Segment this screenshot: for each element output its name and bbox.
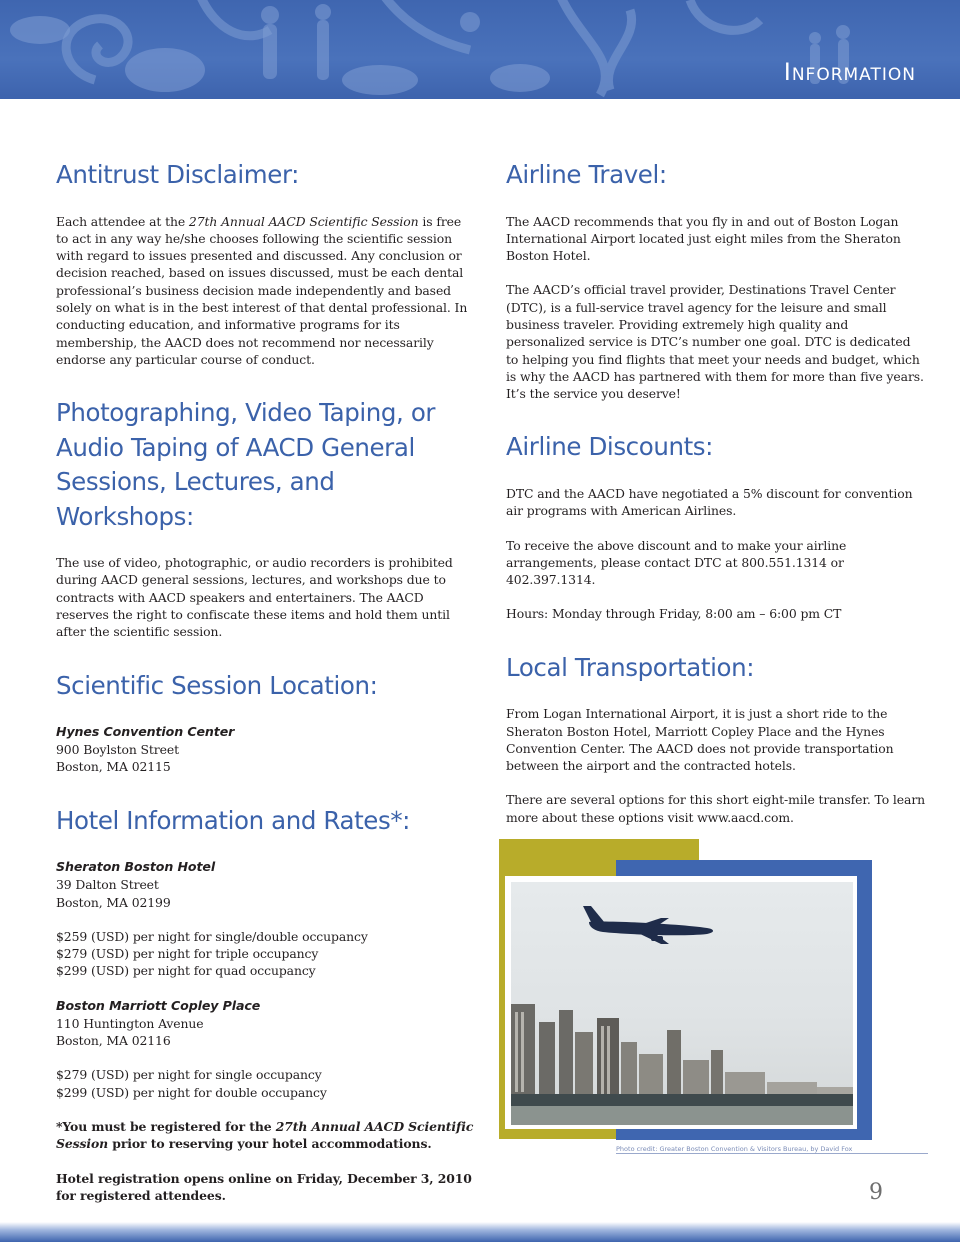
water [511,1106,853,1125]
photographing-heading: Photographing, Video Taping, or Audio Taping of AACD General Sessions, Lectures, and Workshops: [56,398,436,531]
airplane-icon [583,906,713,944]
antitrust-heading: Antitrust Disclaimer: [56,160,300,189]
airline-discounts-text-2: To receive the above discount and to make your airline arrangements, please contact DTC at 800.551.1314 or 402.397.1314. [506,537,847,588]
marriott-rates: $279 (USD) per night for single occupancy $299 (USD) per night for double occupancy [56,1067,327,1100]
page-number: 9 [869,1180,883,1205]
airline-discounts-heading: Airline Discounts: [506,432,714,462]
right-column [506,158,926,826]
waterfront [511,1094,853,1106]
photo-illustration [511,882,853,1125]
sheraton-address: Sheraton Boston Hotel 39 Dalton Street Boston, MA 02199 [56,859,216,910]
left-column [56,158,476,1204]
photo-credit: Photo credit: Greater Boston Convention & Visitors Bureau, by David Fox [616,1145,853,1153]
hotel-name: Sheraton Boston Hotel [56,859,216,875]
location-address: Hynes Convention Center 900 Boylston Street Boston, MA 02115 [56,724,235,775]
local-transport-heading: Local Transportation: [506,652,755,682]
sheraton-rates: $259 (USD) per night for single/double occupancy $279 (USD) per night for triple occupancy $299 (USD) per night for quad occupancy [56,928,368,979]
office-hours: Hours: Monday through Friday, 8:00 am – 6:00 pm CT [506,606,842,622]
airline-travel-text-2: The AACD’s official travel provider, Destinations Travel Center (DTC), is a full-service travel agency for the leisure and small business traveler. Providing extremely high quality and personalized service is DTC’s number one goal. DTC is dedicated to helping you find flights that meet your needs and budget, which is why the AACD has partnered with them for more than five years. It’s the service you deserve! [506,282,924,402]
credit-divider [616,1153,928,1154]
local-transport-text-1: From Logan International Airport, it is just a short ride to the Sheraton Boston Hotel, Marriott Copley Place and the Hynes Convention Center. The AACD does not provide transportation between the airport and the contracted hotels. [506,706,894,774]
airplane-skyline-photo [511,882,853,1125]
antitrust-text: Each attendee at the 27th Annual AACD Scientific Session is free to act in any way he/she chooses following the scientific session with regard to issues presented and discussed. Any conclusion or decision reached, based on issues discussed, must be each dental professional’s business decision made independently and based solely on what is in the best interest of that dental professional. In conducting education, and informative programs for its membership, the AACD does not recommend nor necessarily endorse any particular course of conduct. [56,213,468,367]
footer-bar [0,1222,960,1242]
section-title: Information [783,58,916,86]
registration-note: *You must be registered for the 27th Annual AACD Scientific Session prior to reserving your hotel accommodations. [56,1118,474,1152]
hotel-heading: Hotel Information and Rates*: [56,805,411,835]
registration-date: Hotel registration opens online on Friday, December 3, 2010 for registered attendees. [56,1170,472,1203]
hotel-name: Boston Marriott Copley Place [56,997,261,1013]
header-banner [0,0,960,99]
event-name: 27th Annual AACD Scientific Session [188,213,419,229]
venue-name: Hynes Convention Center [56,724,235,740]
airline-discounts-text-1: DTC and the AACD have negotiated a 5% discount for convention air programs with American Airlines. [506,485,913,519]
local-transport-text-2: There are several options for this short eight-mile transfer. To learn more about these options visit www.aacd.com. [506,792,926,825]
photographing-text: The use of video, photographic, or audio recorders is prohibited during AACD general sessions, lectures, and workshops due to contracts with AACD speakers and entertainers. The AACD reserves the right to confiscate these items and hold them until after the scientific session. [56,555,453,640]
airline-travel-text-1: The AACD recommends that you fly in and out of Boston Logan International Airport located just eight miles from the Sheraton Boston Hotel. [506,213,901,264]
city-skyline [511,1004,853,1104]
marriott-address: Boston Marriott Copley Place 110 Huntington Avenue Boston, MA 02116 [56,997,261,1049]
location-heading: Scientific Session Location: [56,670,378,700]
airline-travel-heading: Airline Travel: [506,160,667,189]
